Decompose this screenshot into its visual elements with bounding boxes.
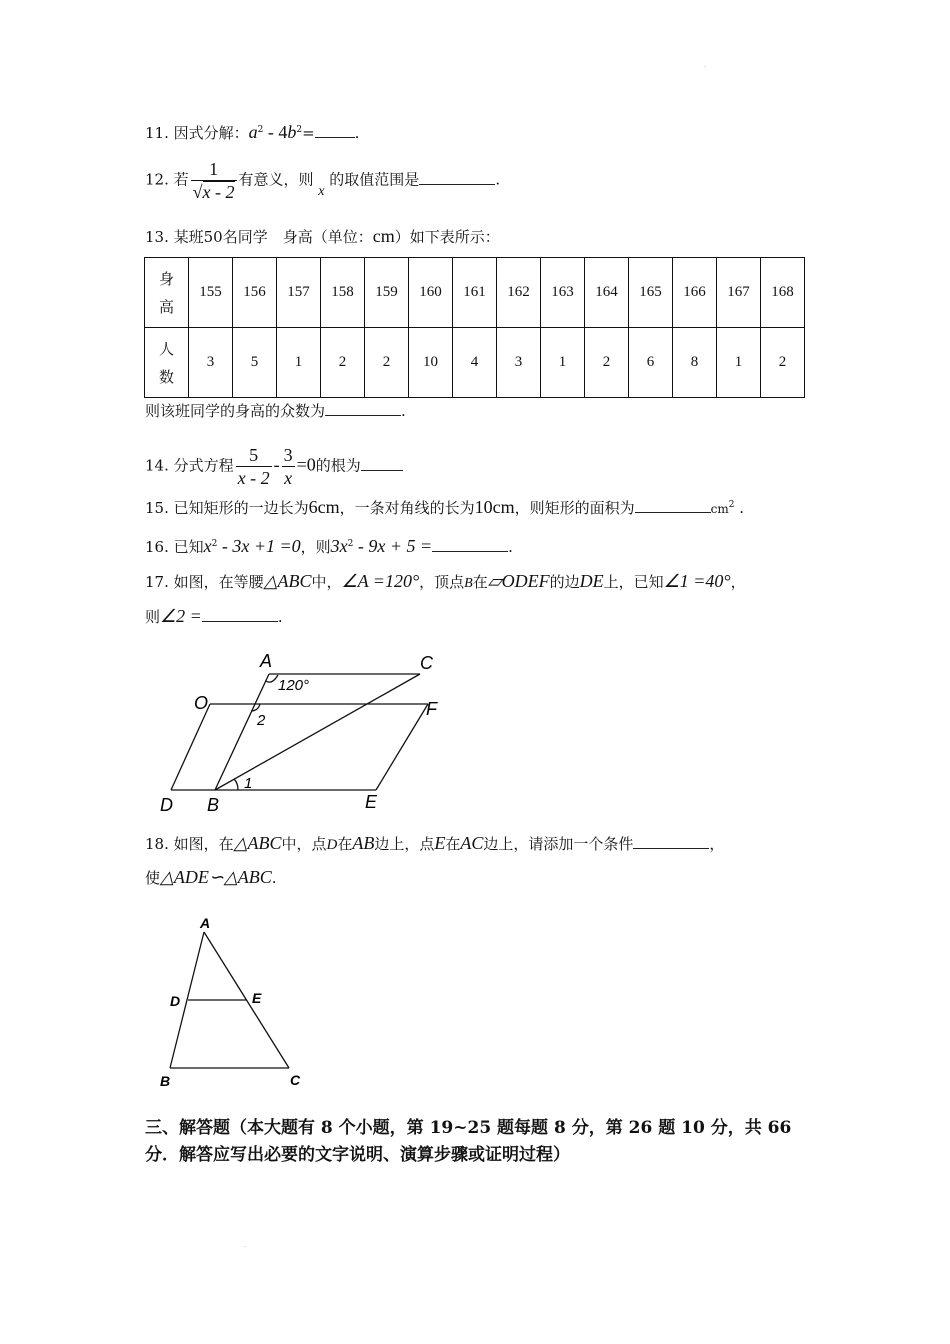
table-cell: 163 [541,258,585,328]
table-cell: 4 [453,328,497,398]
label-a: A [260,651,273,671]
question-13-ask: 则该班同学的身高的众数为 . [145,402,406,420]
table-cell: 158 [321,258,365,328]
fraction: $\frac{3}{x}$ [283,445,293,488]
label-e: E [365,792,378,812]
table-cell: 167 [717,258,761,328]
answer-blank[interactable] [635,498,711,513]
segment-ef [376,704,428,790]
question-13: 13. 某班50名同学 身高（单位：cm）如下表所示： [145,226,500,246]
table-cell: 10 [409,328,453,398]
table-cell: 2 [585,328,629,398]
table-cell: 2 [365,328,409,398]
segment-do [171,704,210,790]
question-18-line2: 使△ADE∽△ABC. [145,867,277,887]
row-header-count: 人 数 [145,328,189,398]
table-cell: 6 [629,328,673,398]
label-b: B [207,795,220,815]
label-a: A [200,915,211,931]
question-17: 17. 如图，在等腰△ABC中，∠A =120°，顶点B在▱ODEF的边DE上，已知∠1 =40°， [145,571,746,591]
table-cell: 161 [453,258,497,328]
table-cell: 2 [761,328,805,398]
section-heading-line2: 分．解答应写出必要的文字说明、演算步骤或证明过程） [145,1145,570,1165]
question-15: 15. 已知矩形的一边长为6cm，一条对角线的长为10cm，则矩形的面积为 $cm^2$ . [145,497,745,517]
table-cell: 166 [673,258,717,328]
table-cell: 160 [409,258,453,328]
answer-blank[interactable] [325,401,401,416]
page-mark-bottom: · [244,1244,246,1251]
label-f: F [426,699,437,719]
table-cell: 159 [365,258,409,328]
height-table [144,257,805,398]
figure-18-triangle [150,910,320,1095]
label-d: D [160,795,173,815]
table-cell: 2 [321,328,365,398]
segment-bc [215,674,420,790]
angle-arc-1 [234,779,238,790]
question-16: 16. 已知$x^2 - 3x +1 =0$，则$3x^2 - 9x + 5$ = . [145,536,513,556]
label-e: E [252,990,262,1006]
section-heading-line1: 三、解答题（本大题有 8 个小题，第 19~25 题每题 8 分，第 26 题 10 分，共 66 [145,1118,792,1138]
question-11: 11. 因式分解：$a^2 - 4b^2=$ . [145,122,360,142]
question-14: 14. 分式方程 $\frac{5}{x - 2}$ - $\frac{3}{x}$ =0的根为 [145,444,403,489]
table-cell: 164 [585,258,629,328]
label-c: C [290,1072,301,1088]
figure-17-parallelogram [150,645,460,820]
label-o: O [194,693,209,713]
answer-blank[interactable] [315,123,355,138]
table-cell: 168 [761,258,805,328]
answer-blank[interactable] [361,456,403,471]
label-c: C [420,653,433,673]
label-d: D [170,993,181,1009]
label-angle-1: 1 [244,775,253,792]
table-cell: 1 [541,328,585,398]
table-cell: 3 [189,328,233,398]
label-b: B [160,1073,171,1089]
question-12: 12. 若 $\frac{1}{√x - 2}$ 有意义，则 x 的取值范围是 . [145,159,501,202]
answer-blank[interactable] [432,537,508,552]
fraction-sqrt: $\frac{1}{√x - 2}$ [192,159,235,202]
fraction: $\frac{5}{x - 2}$ [237,445,270,488]
segment-ab [215,674,269,790]
table-cell: 1 [277,328,321,398]
table-cell: 1 [717,328,761,398]
table-cell: 5 [233,328,277,398]
answer-blank[interactable] [419,170,495,185]
table-cell: 157 [277,258,321,328]
table-row [145,258,805,328]
table-cell: 3 [497,328,541,398]
table-cell: 156 [233,258,277,328]
question-17-line2: 则∠2 = . [145,606,283,626]
table-row [145,328,805,398]
answer-blank[interactable] [202,607,278,622]
table-cell: 162 [497,258,541,328]
question-18: 18. 如图，在△ABC中，点D在AB边上，点E在AC边上，请添加一个条件 ， [145,833,725,853]
row-header-height: 身 高 [145,258,189,328]
table-cell: 8 [673,328,717,398]
table-cell: 155 [189,258,233,328]
label-angle-2: 2 [257,712,266,729]
answer-blank[interactable] [633,834,709,849]
page-mark-top: · [704,64,706,71]
table-cell: 165 [629,258,673,328]
label-120: 120° [278,677,310,694]
